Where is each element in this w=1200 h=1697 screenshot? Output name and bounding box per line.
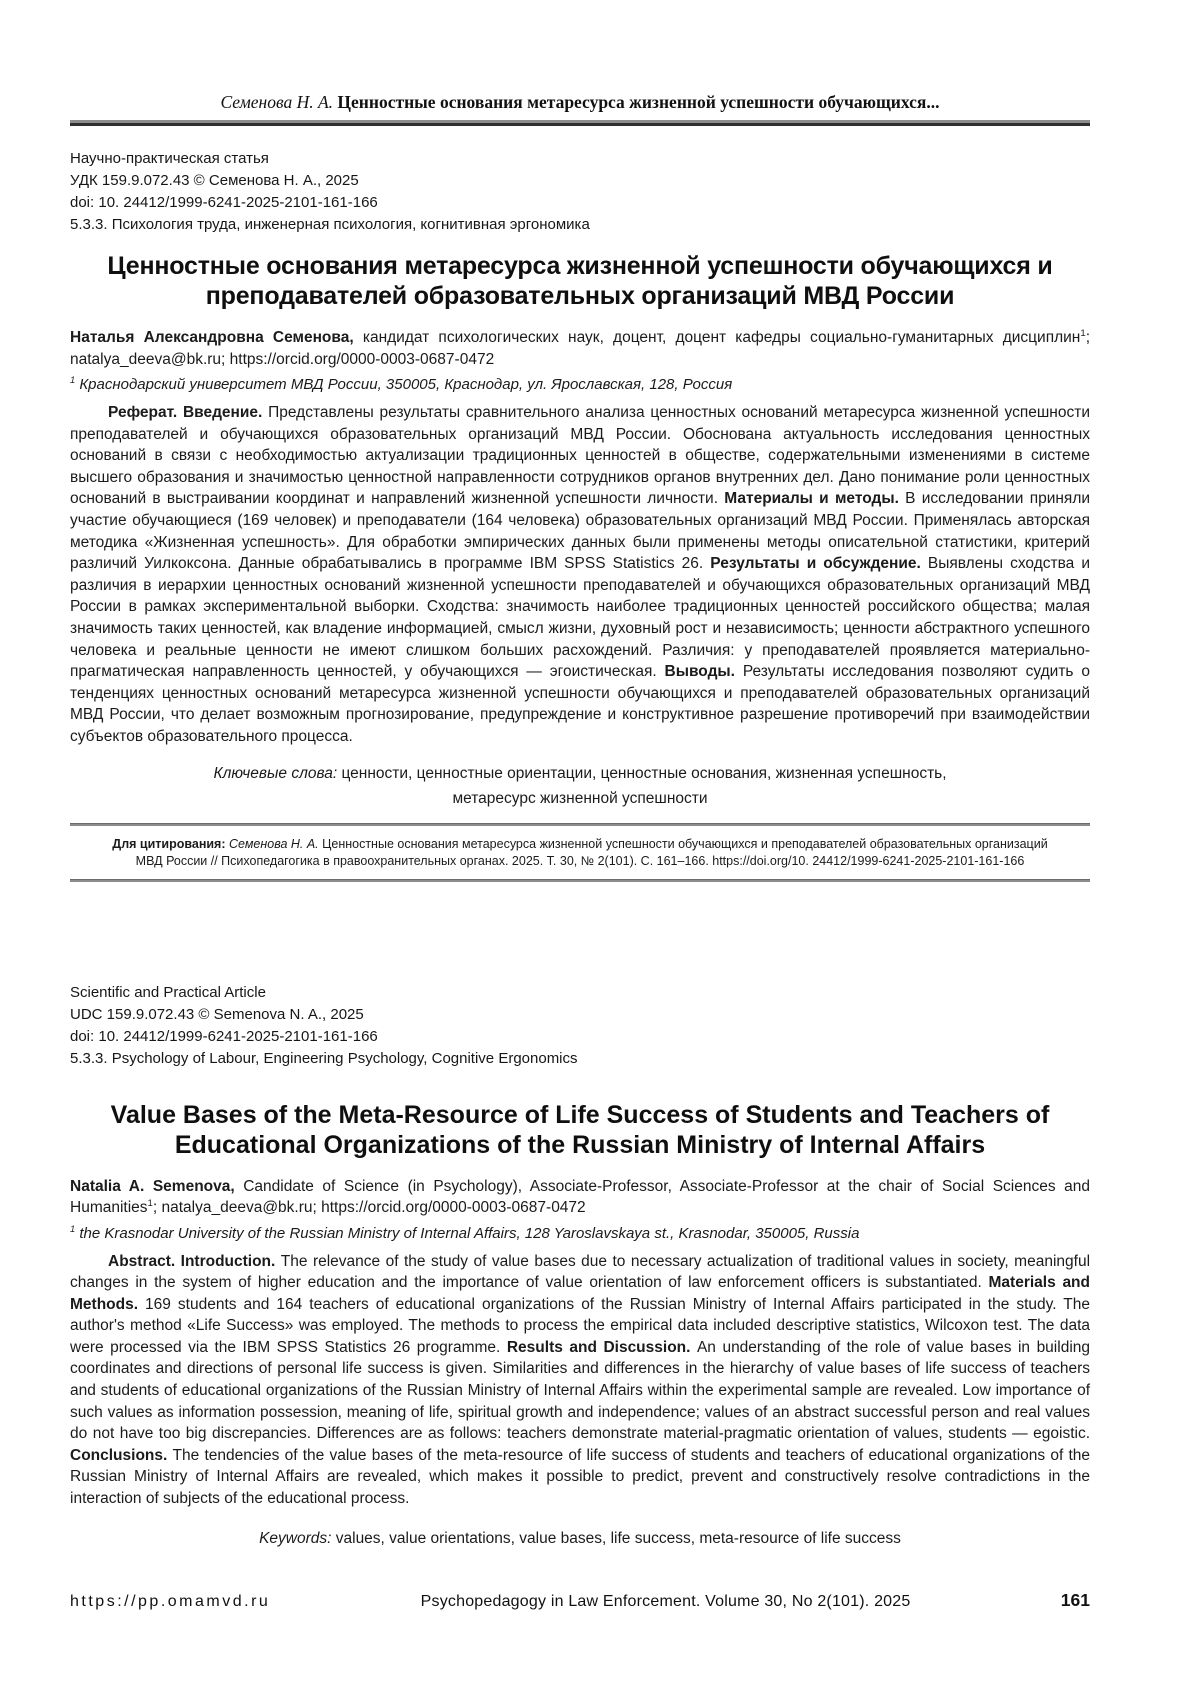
abstract-ru: Реферат. Введение. Представлены результаты сравнительного анализа ценностных оснований метаресурса жизненной успешности преподавателей и обучающихся образовательных организаций МВД России. Обоснована актуальность исследования ценностных оснований в связи с необходимостью актуализации традиционных ценностей в обществе, содержательными изменениями в системе высшего образования и значимостью ценностной направленности сотрудников органов внутренних дел. Дано понимание роли ценностных оснований в выстраивании координат и направлений жизненной успешности личности. Материалы и методы. В исследовании приняли участие обучающиеся (169 человек) и преподаватели (164 человека) образовательных организаций МВД России. Применялась авторская методика «Жизненная успешность». Для обработки эмпирических данных были применены методы описательной статистики, критерий различий Уилкоксона. Данные обрабатывались в программе IBM SPSS Statistics 26. Результаты и обсуждение. Выявлены сходства и различия в иерархии ценностных оснований жизненной успешности преподавателей и обучающихся образовательных организаций МВД России в рамках экспериментальной выборки. Сходства: значимость наиболее традиционных ценностей российского общества; малая значимость таких ценностей, как владение информацией, смысл жизни, духовный рост и независимость; ценности абстрактного успешного человека и реальные ценности не имеют слишком больших расхождений. Различия: у преподавателей проявляется материально-прагматическая направленность ценностей, у обучающихся — эгоистическая. Выводы. Результаты исследования позволяют судить о тенденциях ценностных оснований метаресурса жизненной успешности обучающихся и преподавателей образовательных организаций МВД России, что делает возможным прогнозирование, предупреждение и конструктивное разрешение противоречий при взаимодействии субъектов образовательного процесса. [70,404,1091,745]
specialty-line-ru: 5.3.3. Психология труда, инженерная психология, когнитивная эргономика [70,216,590,233]
keywords-ru: Ключевые слова: ценности, ценностные ориентации, ценностные основания, жизненная успешность, метаресурс жизненной успешности [213,764,947,807]
running-head: Семенова Н. А. Ценностные основания метаресурса жизненной успешности обучающихся... [220,92,940,112]
article-title-ru: Ценностные основания метаресурса жизненной успешности обучающихся и преподавателей образовательных организаций МВД России [107,252,1053,310]
article-type-ru: Научно-практическая статья [70,150,269,167]
footer-journal-url: https://pp.omamvd.ru [70,1593,271,1610]
citation-rule-bottom [70,879,1090,882]
author-line-en: Natalia A. Semenova, Candidate of Science (in Psychology), Associate-Professor, Associate-Professor at the chair of Social Sciences and Humanities$^1$; natalya_deeva@bk.ru; https://orcid.org/0000-0003-0687-0472 [70,1177,1090,1216]
article-title-en: Value Bases of the Meta-Resource of Life Success of Students and Teachers of Educational Organizations of the Russian Ministry of Internal Affairs [110,1100,1050,1159]
header-rule [70,120,1090,126]
footer-journal-title: Psychopedagogy in Law Enforcement. Volume 30, No 2(101). 2025 [420,1593,911,1610]
affiliation-ru: $^1$ Краснодарский университет МВД России, 350005, Краснодар, ул. Ярославская, 128, Россия [70,375,733,393]
doi-line-ru: doi: 10. 24412/1999-6241-2025-2101-161-166 [70,194,378,211]
specialty-line-en: 5.3.3. Psychology of Labour, Engineering Psychology, Cognitive Ergonomics [70,1049,578,1067]
udc-line-ru: УДК 159.9.072.43 © Семенова Н. А., 2025 [70,172,359,189]
meta-block-ru [70,148,1090,236]
keywords-en: Keywords: values, value orientations, value bases, life success, meta-resource of life success [259,1529,901,1547]
page-footer [70,1590,1090,1611]
doi-line-en: doi: 10. 24412/1999-6241-2025-2101-161-166 [70,1027,378,1045]
affiliation-en: $^1$ the Krasnodar University of the Russian Ministry of Internal Affairs, 128 Yaroslavskaya st., Krasnodar, 350005, Russia [70,1223,860,1242]
footer-page-number: 161 [1060,1590,1090,1610]
author-line-ru: Наталья Александровна Семенова, кандидат психологических наук, доцент, доцент кафедры социально-гуманитарных дисциплин$^1$; natalya_deeva@bk.ru; https://orcid.org/0000-0003-0687-0472 [70,327,1091,368]
abstract-en: Abstract. Introduction. The relevance of the study of value bases due to necessary actualization of traditional values in society, meaningful changes in the system of higher education and the importance of value orientation of law enforcement officers is substantiated. Materials and Methods. 169 students and 164 teachers of educational organizations of the Russian Ministry of Internal Affairs participated in the study. The author's method «Life Success» was employed. The methods to process the empirical data included descriptive statistics, Wilcoxon test. The data were processed via the IBM SPSS Statistics 26 programme. Results and Discussion. An understanding of the role of value bases in building coordinates and directions of personal life success is given. Similarities and differences in the hierarchy of value bases of life success of teachers and students of educational organizations of the Russian Ministry of Internal Affairs within the experimental sample are revealed. Low importance of such values as information possession, meaning of life, spiritual growth and independence; values of an abstract successful person and real values do not have too big discrepancies. Differences are as follows: teachers demonstrate material-pragmatic orientation of values, students — egoistic. Conclusions. The tendencies of the value bases of the meta-resource of life success of students and teachers of educational organizations of the Russian Ministry of Internal Affairs are revealed, which makes it possible to predict, prevent and constructively resolve contradictions in the interaction of subjects of the educational process. [70,1252,1091,1508]
udc-line-en: UDC 159.9.072.43 © Semenova N. A., 2025 [70,1005,364,1023]
meta-block-en [70,982,1090,1070]
citation-block: Для цитирования: Семенова Н. А. Ценностные основания метаресурса жизненной успешности обучающихся и преподавателей образовательных организаций МВД России // Психопедагогика в правоохранительных органах. 2025. Т. 30, № 2(101). С. 161–166. https://doi.org/10. 24412/1999-6241-2025-2101-161-166 [112,836,1048,868]
article-type-en: Scientific and Practical Article [70,983,266,1001]
